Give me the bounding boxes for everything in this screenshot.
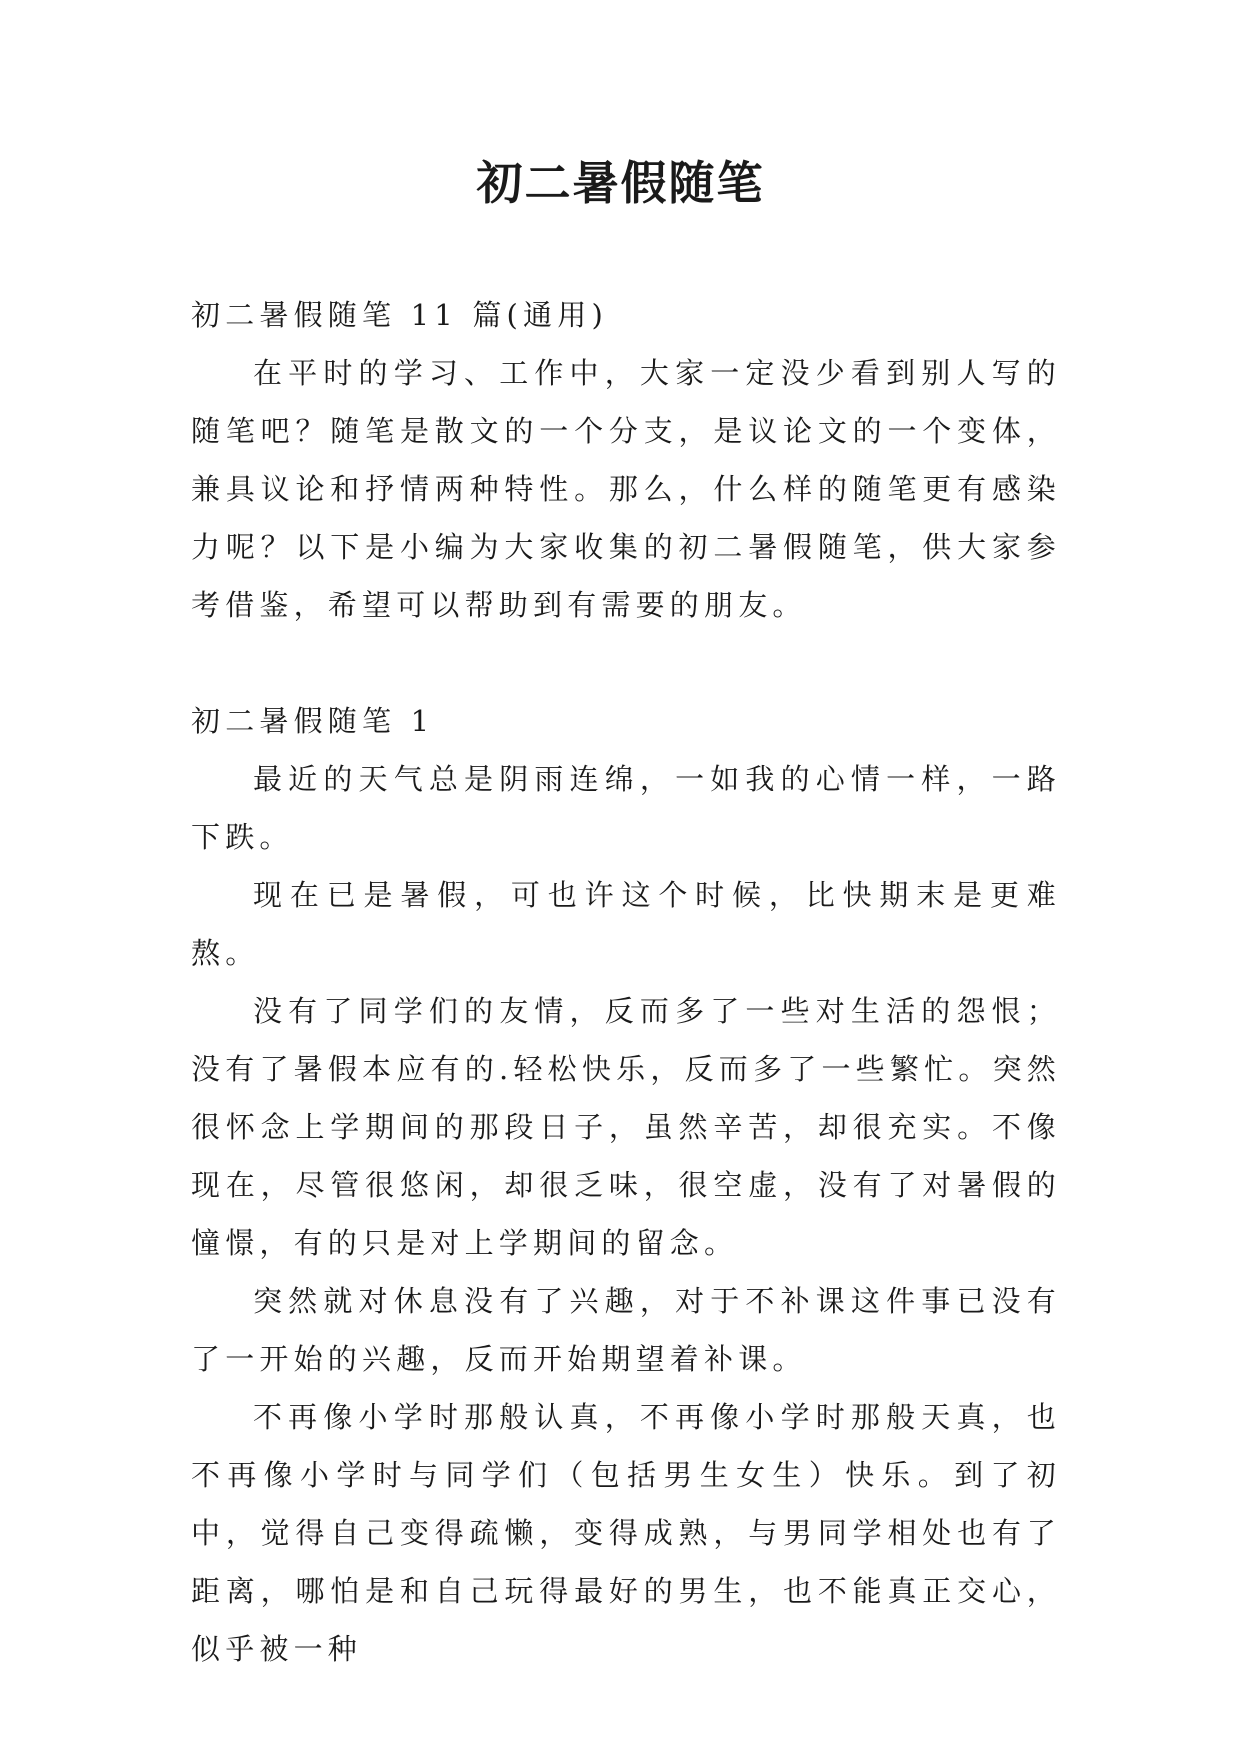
body-paragraph: 不再像小学时那般认真，不再像小学时那般天真，也不再像小学时与同学们（包括男生女生）快乐。到了初中，觉得自己变得疏懒，变得成熟，与男同学相处也有了距离，哪怕是和自己玩得最好的男生，也不能真正交心，似乎被一种 bbox=[191, 1400, 1061, 1666]
body-paragraph: 最近的天气总是阴雨连绵，一如我的心情一样，一路下跌。 bbox=[191, 762, 1061, 854]
body-paragraph: 没有了同学们的友情，反而多了一些对生活的怨恨；没有了暑假本应有的.轻松快乐，反而多了一些繁忙。突然很怀念上学期间的那段日子，虽然辛苦，却很充实。不像现在，尽管很悠闲，却很乏味，很空虚，没有了对暑假的憧憬，有的只是对上学期间的留念。 bbox=[191, 994, 1061, 1260]
document-body bbox=[191, 286, 1061, 1678]
section-spacer bbox=[191, 634, 1061, 692]
body-paragraph: 突然就对休息没有了兴趣，对于不补课这件事已没有了一开始的兴趣，反而开始期望着补课。 bbox=[191, 1284, 1061, 1376]
intro-paragraph: 在平时的学习、工作中，大家一定没少看到别人写的随笔吧？随笔是散文的一个分支，是议论文的一个变体，兼具议论和抒情两种特性。那么，什么样的随笔更有感染力呢？以下是小编为大家收集的初二暑假随笔，供大家参考借鉴，希望可以帮助到有需要的朋友。 bbox=[191, 356, 1061, 622]
body-paragraph: 现在已是暑假，可也许这个时候，比快期末是更难熬。 bbox=[191, 878, 1061, 970]
section-heading: 初二暑假随笔 1 bbox=[191, 704, 435, 738]
document-subtitle: 初二暑假随笔 11 篇(通用) bbox=[191, 298, 608, 332]
document-title: 初二暑假随笔 bbox=[476, 156, 765, 210]
